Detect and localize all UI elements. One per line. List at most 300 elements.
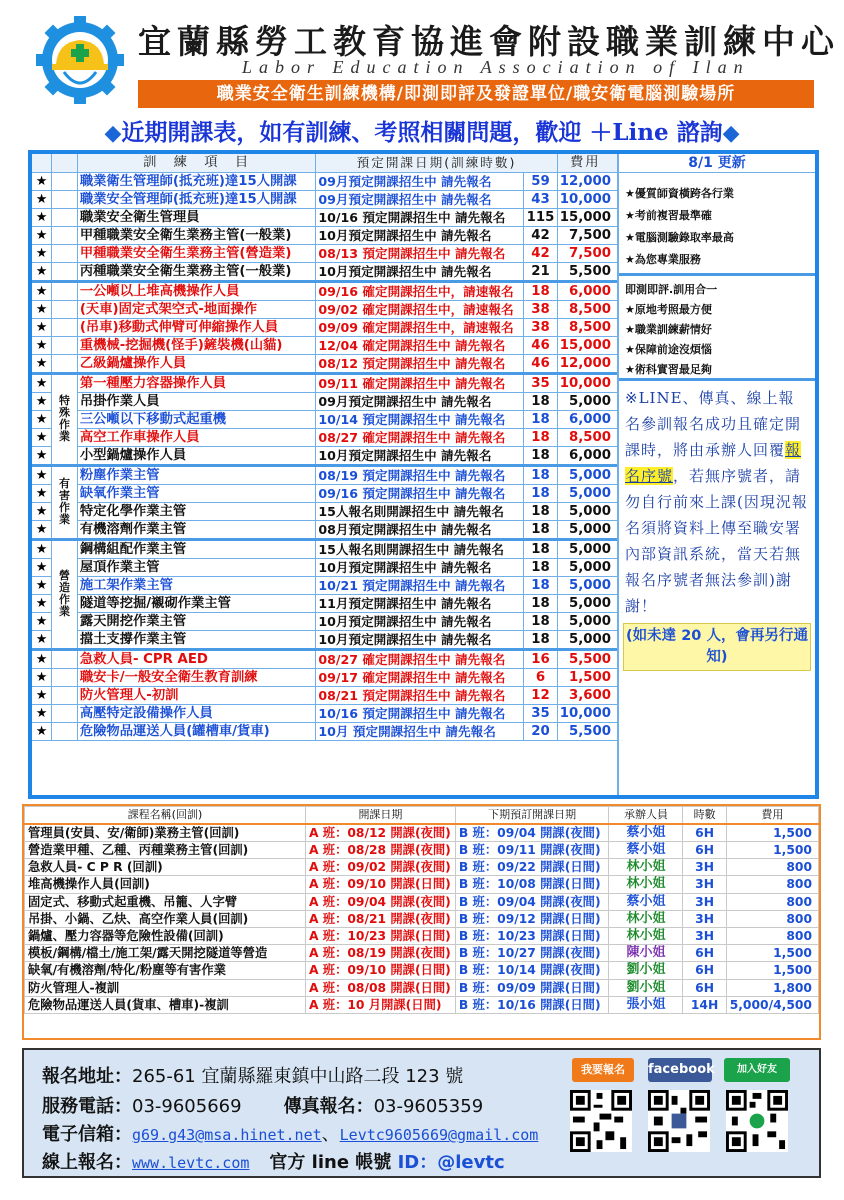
class-b-date: B 班：09/11 開課(夜間): [455, 842, 609, 859]
course-schedule-table: [32, 154, 617, 741]
star-icon: ★: [32, 172, 52, 190]
course-date: 10月預定開課招生中 請先報名: [316, 226, 524, 244]
course-date: 10月預定開課招生中 請先報名: [316, 630, 524, 649]
course-fee: 15,000: [557, 336, 617, 354]
feature-item: ★優質師資橫跨各行業: [625, 187, 734, 200]
course-date: 08月預定開課招生中 請先報名: [316, 520, 524, 539]
course-name: 粉塵作業主管: [77, 465, 316, 484]
course-date: 12/04 確定開課招生中 請先報名: [316, 336, 524, 354]
features-list: [619, 173, 815, 276]
course-fee: 8,500: [557, 300, 617, 318]
line-qr-icon[interactable]: [726, 1090, 788, 1152]
course-fee: 10,000: [557, 704, 617, 722]
course-date: 09月預定開課招生中 請先報名: [316, 190, 524, 208]
contact-person: 張小姐: [609, 996, 683, 1013]
diamond-icon: ◆: [104, 120, 122, 146]
feature-item: ★為您專業服務: [625, 253, 701, 266]
course-row: [32, 704, 617, 722]
col-header-course: 訓 練 項 目: [77, 154, 316, 172]
star-icon: ★: [32, 649, 52, 668]
col-header-fee: 費用: [557, 154, 617, 172]
star-icon: ★: [32, 262, 52, 281]
course-fee: 6,000: [557, 410, 617, 428]
benefit-item: ★術科實習最足夠: [625, 363, 712, 376]
col-header-fee: 費用: [726, 807, 818, 825]
category-label: 有害作業: [52, 465, 78, 539]
refresher-hours: 3H: [683, 927, 726, 944]
address: 265-61 宜蘭縣羅東鎮中山路二段 123 號: [132, 1066, 464, 1087]
course-row: [32, 190, 617, 208]
contact-person: 林小姐: [609, 859, 683, 876]
course-row: [32, 373, 617, 392]
class-b-date: B 班：10/23 開課(日間): [455, 927, 609, 944]
refresher-header-row: [25, 807, 819, 825]
course-hours: 42: [524, 226, 557, 244]
website-link[interactable]: www.levtc.com: [132, 1154, 250, 1172]
course-hours: 18: [524, 392, 557, 410]
update-date: 8/1 更新: [619, 154, 815, 173]
course-fee: 5,500: [557, 649, 617, 668]
course-name: 小型鍋爐操作人員: [77, 446, 316, 465]
course-date: 08/27 確定開課招生中 請先報名: [316, 649, 524, 668]
course-date: 15人報名則開課招生中 請先報名: [316, 539, 524, 558]
course-row: [32, 594, 617, 612]
course-row: [32, 226, 617, 244]
star-icon: ★: [32, 428, 52, 446]
class-b-date: B 班：09/12 開課(日間): [455, 910, 609, 927]
course-date: 08/27 確定開課招生中 請先報名: [316, 428, 524, 446]
course-fee: 5,000: [557, 392, 617, 410]
refresher-name: 急救人員- C P R (回訓): [25, 859, 306, 876]
refresher-hours: 14H: [683, 996, 726, 1013]
class-b-date: B 班：10/16 開課(日間): [455, 996, 609, 1013]
star-icon: ★: [32, 373, 52, 392]
refresher-name: 鍋爐、壓力容器等危險性設備(回訓): [25, 927, 306, 944]
refresher-fee: 1,500: [726, 945, 818, 962]
course-hours: 16: [524, 649, 557, 668]
course-date: 09/16 確定開課招生中，請速報名: [316, 281, 524, 300]
contact-person: 林小姐: [609, 876, 683, 893]
star-icon: ★: [32, 594, 52, 612]
benefit-item: ★職業訓練薪情好: [625, 323, 712, 336]
star-icon: ★: [32, 410, 52, 428]
refresher-row: [25, 910, 819, 927]
course-hours: 59: [524, 172, 557, 190]
class-a-date: A 班：08/08 開課(日間): [305, 979, 455, 996]
refresher-fee: 800: [726, 859, 818, 876]
course-hours: 18: [524, 558, 557, 576]
address-line: 報名地址：265-61 宜蘭縣羅東鎮中山路二段 123 號: [42, 1066, 464, 1087]
course-fee: 15,000: [557, 208, 617, 226]
course-row: [32, 336, 617, 354]
course-fee: 5,000: [557, 576, 617, 594]
refresher-row: [25, 996, 819, 1013]
refresher-name: 固定式、移動式起重機、吊籠、人字臂: [25, 893, 306, 910]
class-b-date: B 班：10/14 開課(夜間): [455, 962, 609, 979]
contact-person: 蔡小姐: [609, 824, 683, 842]
phone-line: 服務電話：03-9605669 傳真報名：03-9605359: [42, 1096, 484, 1117]
course-row: [32, 281, 617, 300]
benefit-item: ★保障前途沒煩惱: [625, 343, 712, 356]
facebook-button[interactable]: facebook: [648, 1058, 712, 1082]
course-name: 施工架作業主管: [77, 576, 316, 594]
star-icon: ★: [32, 612, 52, 630]
facebook-qr-icon[interactable]: [648, 1090, 710, 1152]
star-icon: ★: [32, 722, 52, 740]
course-date: 11月預定開課招生中 請先報名: [316, 594, 524, 612]
refresher-hours: 3H: [683, 893, 726, 910]
course-hours: 20: [524, 722, 557, 740]
course-date: 08/13 預定開課招生中 請先報名: [316, 244, 524, 262]
star-icon: ★: [32, 354, 52, 373]
course-row: [32, 649, 617, 668]
course-schedule: [28, 150, 819, 799]
course-hours: 6: [524, 668, 557, 686]
class-a-date: A 班：09/10 開課(日間): [305, 962, 455, 979]
course-date: 10月預定開課招生中 請先報名: [316, 612, 524, 630]
class-b-date: B 班：09/04 開課(夜間): [455, 893, 609, 910]
course-fee: 5,000: [557, 612, 617, 630]
course-name: 乙級鍋爐操作人員: [77, 354, 316, 373]
refresher-name: 防火管理人-複訓: [25, 979, 306, 996]
course-name: 第一種壓力容器操作人員: [77, 373, 316, 392]
course-name: 急救人員- CPR AED: [77, 649, 316, 668]
course-row: [32, 630, 617, 649]
online-line: 線上報名：www.levtc.com 官方 line 帳號 ID：@levtc: [42, 1152, 505, 1173]
course-hours: 46: [524, 354, 557, 373]
course-row: [32, 558, 617, 576]
course-date: 10月預定開課招生中 請先報名: [316, 446, 524, 465]
course-row: [32, 392, 617, 410]
course-fee: 1,500: [557, 668, 617, 686]
class-b-date: B 班：09/09 開課(日間): [455, 979, 609, 996]
refresher-fee: 1,800: [726, 979, 818, 996]
course-hours: 35: [524, 373, 557, 392]
email-link-hinet[interactable]: g69.g43@msa.hinet.net: [132, 1126, 322, 1144]
refresher-fee: 1,500: [726, 962, 818, 979]
diamond-icon: ◆: [722, 120, 740, 146]
course-hours: 43: [524, 190, 557, 208]
star-icon: ★: [32, 704, 52, 722]
refresher-row: [25, 979, 819, 996]
refresher-hours: 3H: [683, 876, 726, 893]
line-id: ID：@levtc: [397, 1152, 505, 1173]
refresher-row: [25, 927, 819, 944]
contact-person: 蔡小姐: [609, 893, 683, 910]
refresher-name: 營造業甲種、乙種、丙種業務主管(回訓): [25, 842, 306, 859]
star-icon: ★: [32, 576, 52, 594]
signup-qr-icon[interactable]: [570, 1090, 632, 1152]
star-icon: ★: [32, 318, 52, 336]
refresher-fee: 800: [726, 927, 818, 944]
course-date: 09/11 確定開課招生中 請先報名: [316, 373, 524, 392]
class-a-date: A 班：09/02 開課(夜間): [305, 859, 455, 876]
course-fee: 5,000: [557, 520, 617, 539]
course-date: 10月預定開課招生中 請先報名: [316, 558, 524, 576]
course-fee: 5,000: [557, 594, 617, 612]
min-enrollment-warning: (如未達 20 人，會再另行通知): [623, 623, 811, 671]
course-row: [32, 354, 617, 373]
star-icon: ★: [32, 484, 52, 502]
star-icon: ★: [32, 630, 52, 649]
category-label: 營造作業: [52, 539, 78, 649]
course-row: [32, 722, 617, 740]
class-b-date: B 班：10/27 開課(夜間): [455, 945, 609, 962]
contact-footer: [22, 1048, 821, 1178]
course-hours: 18: [524, 484, 557, 502]
course-hours: 12: [524, 686, 557, 704]
course-date: 10月 預定開課招生中 請先報名: [316, 722, 524, 740]
course-name: 吊掛作業人員: [77, 392, 316, 410]
course-name: 露天開挖作業主管: [77, 612, 316, 630]
course-row: [32, 502, 617, 520]
course-date: 09/09 確定開課招生中，請速報名: [316, 318, 524, 336]
course-name: 丙種職業安全衛生業務主管(一般業): [77, 262, 316, 281]
course-row: [32, 318, 617, 336]
schedule-banner: [26, 117, 818, 149]
course-hours: 18: [524, 630, 557, 649]
contact-person: 陳小姐: [609, 945, 683, 962]
refresher-fee: 1,500: [726, 824, 818, 842]
course-fee: 5,500: [557, 722, 617, 740]
course-fee: 12,000: [557, 354, 617, 373]
course-fee: 6,000: [557, 446, 617, 465]
header: [30, 10, 840, 110]
course-fee: 5,000: [557, 539, 617, 558]
course-name: 職業安全衛生管理員: [77, 208, 316, 226]
star-icon: ★: [32, 300, 52, 318]
course-date: 10/16 預定開課招生中 請先報名: [316, 208, 524, 226]
col-header-name: 課程名稱(回訓): [25, 807, 306, 825]
course-date: 10/21 預定開課招生中 請先報名: [316, 576, 524, 594]
col-header-next: 下期預訂開課日期: [455, 807, 609, 825]
contact-person: 林小姐: [609, 927, 683, 944]
course-fee: 5,000: [557, 484, 617, 502]
benefit-item: ★原地考照最方便: [625, 303, 712, 316]
refresher-hours: 6H: [683, 824, 726, 842]
refresher-fee: 800: [726, 893, 818, 910]
course-row: [32, 612, 617, 630]
refresher-name: 吊掛、小鍋、乙炔、高空作業人員(回訓): [25, 910, 306, 927]
course-hours: 115: [524, 208, 557, 226]
course-hours: 18: [524, 465, 557, 484]
class-a-date: A 班：10/23 開課(日間): [305, 927, 455, 944]
course-date: 10/16 預定開課招生中 請先報名: [316, 704, 524, 722]
course-name: 防火管理人-初訓: [77, 686, 316, 704]
course-row: [32, 208, 617, 226]
class-a-date: A 班：09/10 開課(日間): [305, 876, 455, 893]
center-title: 宜蘭縣勞工教育協進會附設職業訓練中心: [138, 22, 840, 61]
course-date: 09/16 預定開課招生中 請先報名: [316, 484, 524, 502]
refresher-name: 模板/鋼構/檔土/施工架/露天開挖隧道等營造: [25, 945, 306, 962]
class-a-date: A 班：08/21 開課(夜間): [305, 910, 455, 927]
star-icon: ★: [32, 281, 52, 300]
signup-button[interactable]: 我要報名: [572, 1058, 634, 1082]
class-a-date: A 班：08/19 開課(夜間): [305, 945, 455, 962]
contact-person: 劉小姐: [609, 962, 683, 979]
class-b-date: B 班：09/22 開課(日間): [455, 859, 609, 876]
course-hours: 18: [524, 576, 557, 594]
course-name: 高空工作車操作人員: [77, 428, 316, 446]
course-name: 特定化學作業主管: [77, 502, 316, 520]
course-date: 15人報名則開課招生中 請先報名: [316, 502, 524, 520]
course-name: 鋼構組配作業主管: [77, 539, 316, 558]
refresher-name: 管理員(安員、安/衛師)業務主管(回訓): [25, 824, 306, 842]
course-date: 09月預定開課招生中 請先報名: [316, 392, 524, 410]
course-hours: 18: [524, 428, 557, 446]
class-b-date: B 班：09/04 開課(夜間): [455, 824, 609, 842]
course-fee: 5,000: [557, 465, 617, 484]
feature-item: ★考前複習最準確: [625, 209, 712, 222]
refresher-hours: 6H: [683, 979, 726, 996]
star-icon: ★: [32, 520, 52, 539]
course-hours: 38: [524, 318, 557, 336]
feature-item: ★電腦測驗錄取率最高: [625, 231, 734, 244]
course-fee: 5,500: [557, 262, 617, 281]
star-icon: ★: [32, 668, 52, 686]
course-name: 職安卡/一般安全衛生教育訓練: [77, 668, 316, 686]
side-panel: [617, 154, 815, 795]
course-date: 08/12 預定開課招生中 請先報名: [316, 354, 524, 373]
course-name: (天車)固定式架空式-地面操作: [77, 300, 316, 318]
course-fee: 5,000: [557, 502, 617, 520]
star-icon: ★: [32, 686, 52, 704]
course-date: 09月預定開課招生中 請先報名: [316, 172, 524, 190]
benefit-item: 即測即評.訓用合一: [625, 283, 718, 296]
banner-text: 近期開課表，如有訓練、考照相關問題，歡迎 ＋Line 諮詢: [121, 119, 723, 146]
course-row: [32, 576, 617, 594]
association-logo-icon: [34, 14, 126, 106]
refresher-row: [25, 945, 819, 962]
course-hours: 35: [524, 704, 557, 722]
course-fee: 6,000: [557, 281, 617, 300]
star-icon: ★: [32, 392, 52, 410]
course-name: 甲種職業安全衛生業務主管(一般業): [77, 226, 316, 244]
course-hours: 42: [524, 244, 557, 262]
course-fee: 10,000: [557, 373, 617, 392]
course-row: [32, 262, 617, 281]
col-header-hours: 時數: [683, 807, 726, 825]
course-row: [32, 446, 617, 465]
course-row: [32, 668, 617, 686]
course-fee: 5,000: [557, 630, 617, 649]
refresher-hours: 6H: [683, 962, 726, 979]
course-row: [32, 465, 617, 484]
contact-person: 林小姐: [609, 910, 683, 927]
course-hours: 18: [524, 446, 557, 465]
refresher-row: [25, 962, 819, 979]
class-b-date: B 班：10/08 開課(日間): [455, 876, 609, 893]
line-add-friend-button[interactable]: 加入好友: [724, 1058, 790, 1082]
course-name: 職業安全管理師(抵充班)達15人開課: [77, 190, 316, 208]
star-icon: ★: [32, 208, 52, 226]
course-date: 10/14 預定開課招生中 請先報名: [316, 410, 524, 428]
registration-note: ※LINE、傳真、線上報名參訓報名成功且確定開課時，將由承辦人回覆報名序號，若無序號者，請勿自行前來上課(因現況報名須將資料上傳至職安署內部資訊系統，當天若無報名序號者無法參訓)謝謝！: [625, 389, 808, 615]
refresher-hours: 3H: [683, 859, 726, 876]
course-name: 職業衛生管理師(抵充班)達15人開課: [77, 172, 316, 190]
course-date: 08/21 預定開課招生中 請先報名: [316, 686, 524, 704]
course-name: 一公噸以上堆高機操作人員: [77, 281, 316, 300]
star-icon: ★: [32, 446, 52, 465]
refresher-name: 缺氧/有機溶劑/特化/粉塵等有害作業: [25, 962, 306, 979]
refresher-fee: 800: [726, 910, 818, 927]
refresher-hours: 6H: [683, 945, 726, 962]
course-date: 09/17 確定開課招生中 請先報名: [316, 668, 524, 686]
course-row: [32, 244, 617, 262]
star-icon: ★: [32, 226, 52, 244]
course-row: [32, 539, 617, 558]
email-link-gmail[interactable]: Levtc9605669@gmail.com: [339, 1126, 539, 1144]
course-fee: 8,500: [557, 318, 617, 336]
course-row: [32, 484, 617, 502]
course-hours: 18: [524, 594, 557, 612]
star-icon: ★: [32, 465, 52, 484]
star-icon: ★: [32, 539, 52, 558]
course-row: [32, 410, 617, 428]
refresher-name: 危險物品運送人員(貨車、槽車)-複訓: [25, 996, 306, 1013]
course-hours: 18: [524, 281, 557, 300]
col-header-start: 開課日期: [305, 807, 455, 825]
refresher-hours: 6H: [683, 842, 726, 859]
course-hours: 18: [524, 502, 557, 520]
course-fee: 10,000: [557, 190, 617, 208]
contact-person: 劉小姐: [609, 979, 683, 996]
course-name: 甲種職業安全衛生業務主管(營造業): [77, 244, 316, 262]
course-name: 危險物品運送人員(罐槽車/貨車): [77, 722, 316, 740]
course-date: 08/19 預定開課招生中 請先報名: [316, 465, 524, 484]
course-hours: 18: [524, 612, 557, 630]
course-date: 10月預定開課招生中 請先報名: [316, 262, 524, 281]
course-fee: 7,500: [557, 244, 617, 262]
class-a-date: A 班：08/28 開課(夜間): [305, 842, 455, 859]
star-icon: ★: [32, 558, 52, 576]
course-name: 有機溶劑作業主管: [77, 520, 316, 539]
star-icon: ★: [32, 336, 52, 354]
course-hours: 21: [524, 262, 557, 281]
refresher-row: [25, 893, 819, 910]
refresher-hours: 3H: [683, 910, 726, 927]
center-title-english: Labor Education Association of Ilan: [242, 57, 750, 77]
course-row: [32, 686, 617, 704]
course-row: [32, 428, 617, 446]
refresher-fee: 5,000/4,500: [726, 996, 818, 1013]
refresher-row: [25, 859, 819, 876]
refresher-row: [25, 824, 819, 842]
course-row: [32, 300, 617, 318]
class-a-date: A 班：08/12 開課(夜間): [305, 824, 455, 842]
table-header-row: [32, 154, 617, 172]
course-name: (吊車)移動式伸臂可伸縮操作人員: [77, 318, 316, 336]
category-label: 特殊作業: [52, 373, 78, 465]
serial-number-highlight: 報名序號: [625, 441, 802, 485]
class-a-date: A 班：10 月開課(日間): [305, 996, 455, 1013]
star-icon: ★: [32, 244, 52, 262]
course-name: 重機械-挖掘機(怪手)鏟裝機(山貓): [77, 336, 316, 354]
course-row: [32, 520, 617, 539]
course-hours: 18: [524, 520, 557, 539]
course-name: 高壓特定設備操作人員: [77, 704, 316, 722]
course-fee: 7,500: [557, 226, 617, 244]
course-name: 缺氧作業主管: [77, 484, 316, 502]
course-hours: 18: [524, 539, 557, 558]
benefits-list: [619, 276, 815, 381]
course-name: 擋土支撐作業主管: [77, 630, 316, 649]
refresher-course-table: [22, 804, 821, 1040]
course-fee: 3,600: [557, 686, 617, 704]
star-icon: ★: [32, 190, 52, 208]
course-hours: 46: [524, 336, 557, 354]
course-row: [32, 172, 617, 190]
